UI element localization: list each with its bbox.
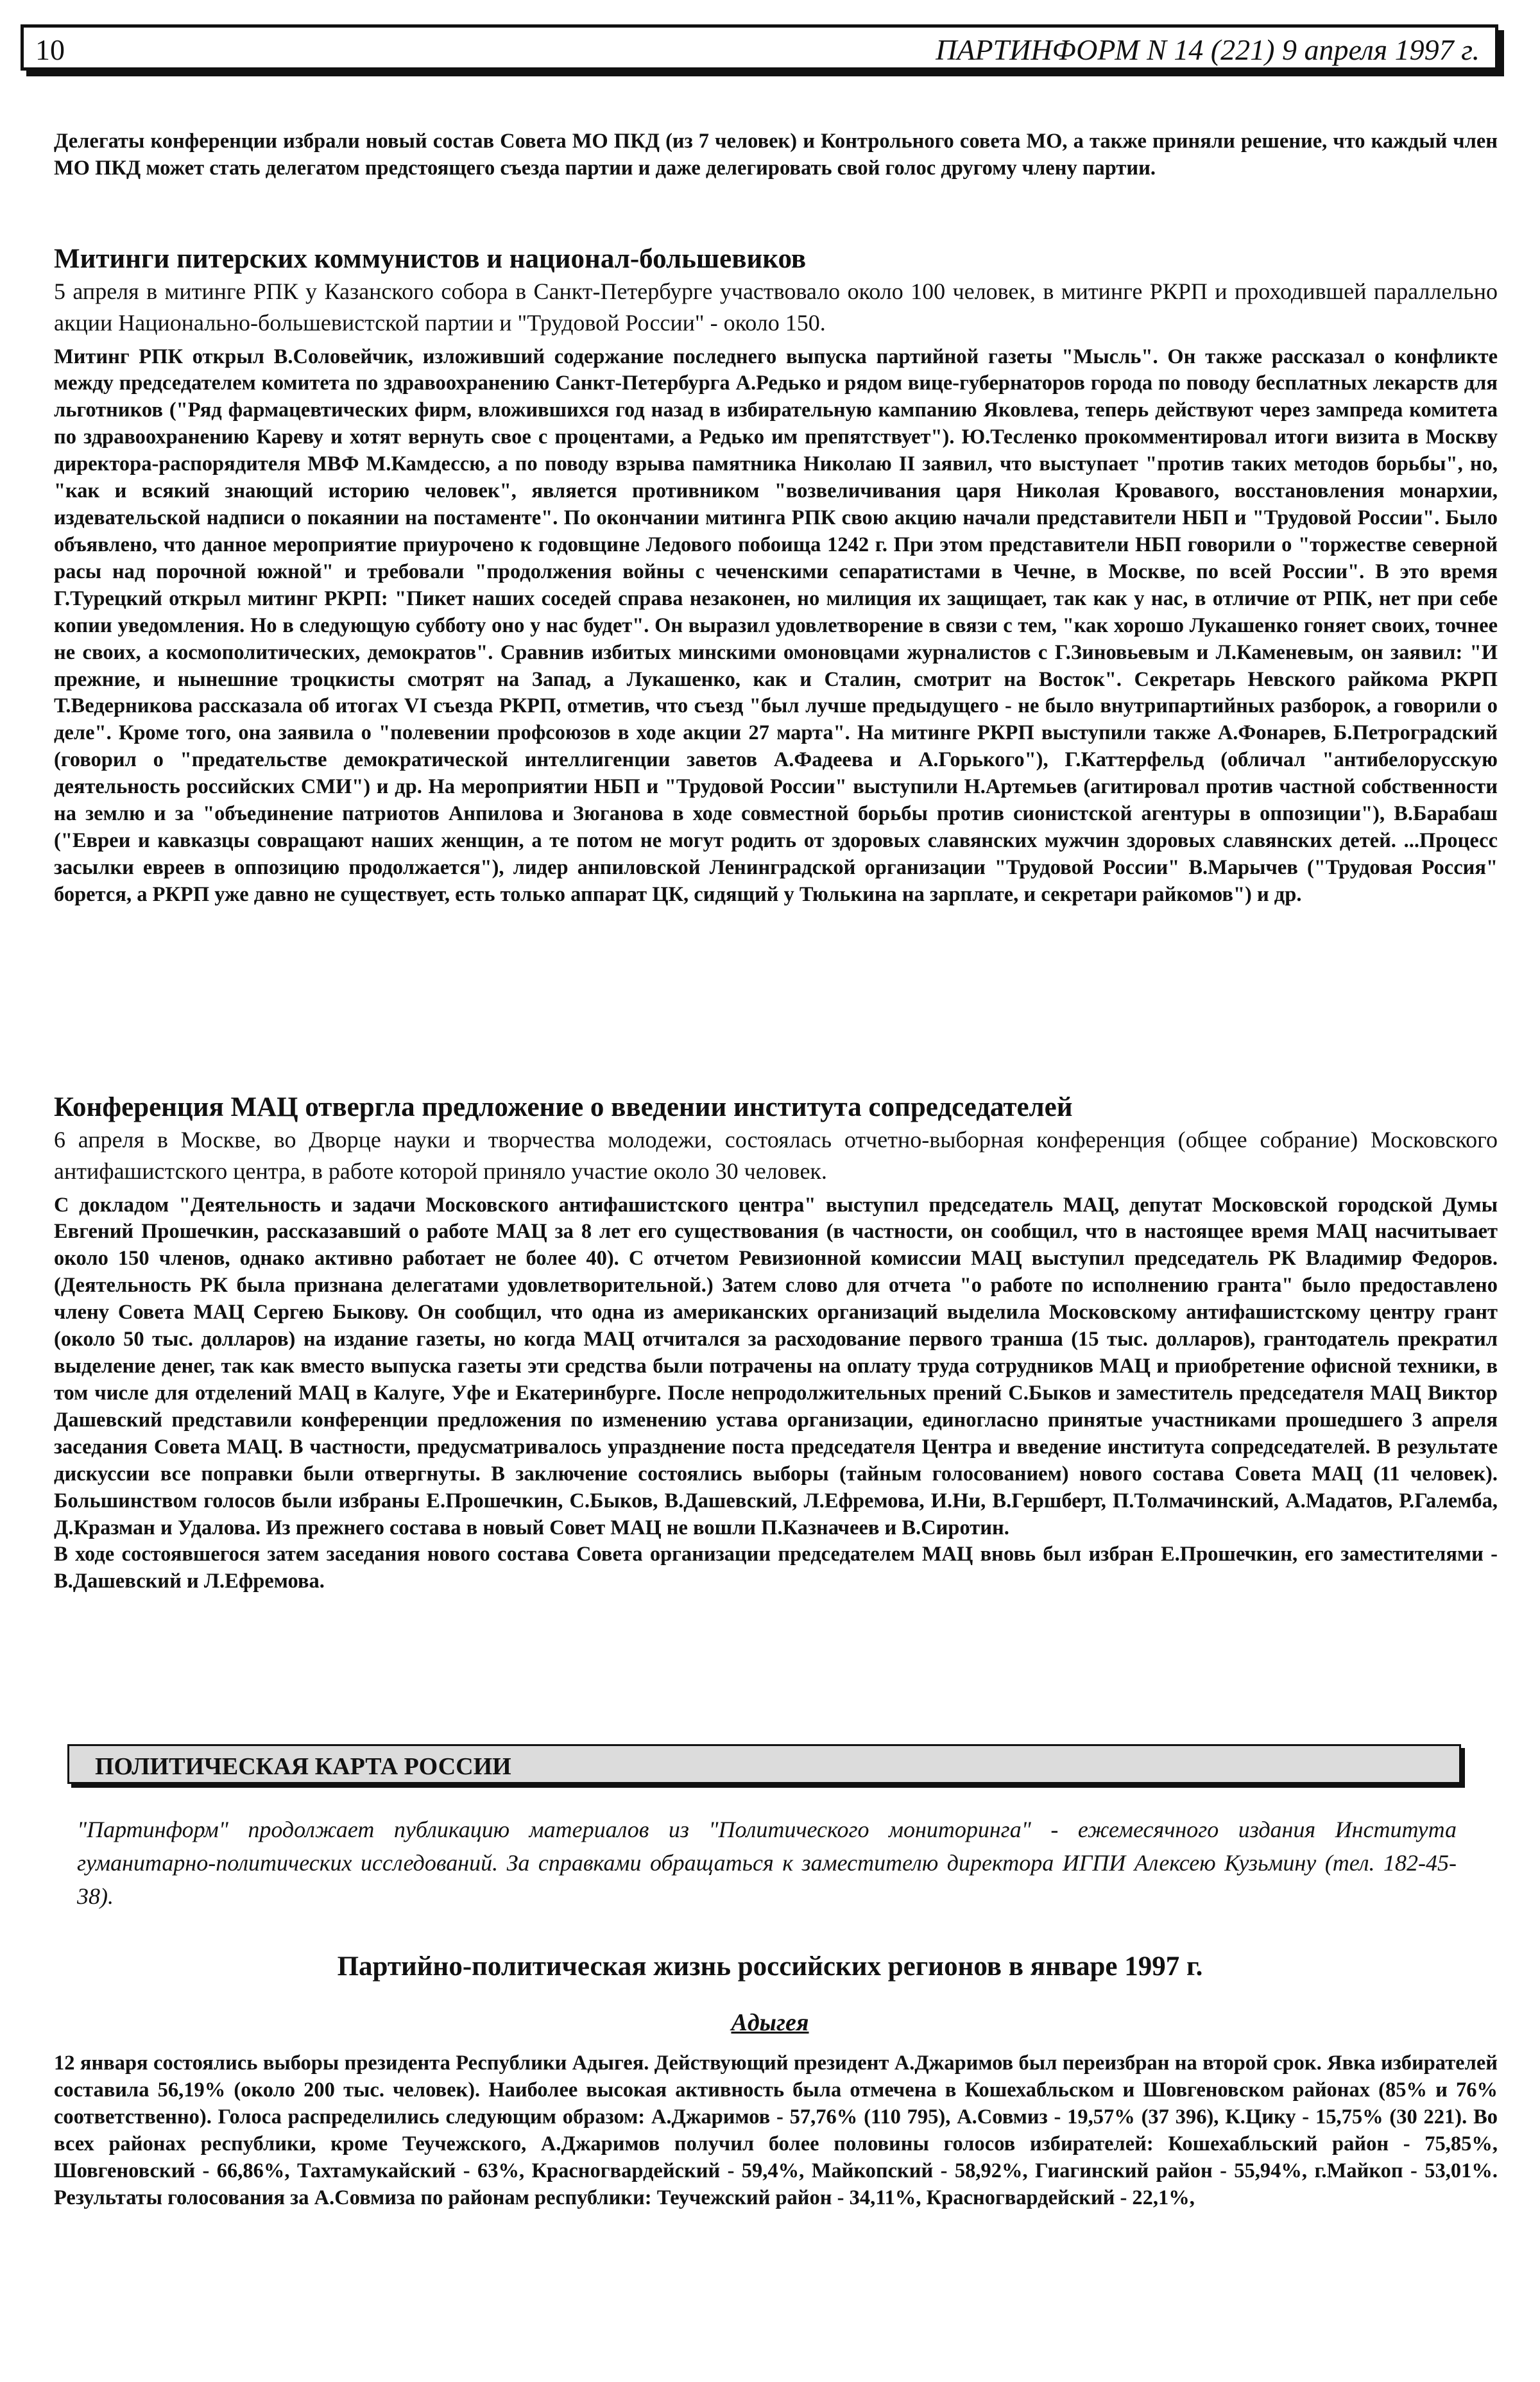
article-body: Митинг РПК открыл В.Соловейчик, изложивший содержание последнего выпуска партийной газеты "Мысль". Он также рассказал о конфликте между председателем комитета по здравоохранению Санкт-Петербурга А.Редько и рядом вице-губернаторов города по поводу бесплатных лекарств для льготников ("Ряд фармацевтических фирм, вложившихся год назад в избирательную кампанию Яковлева, теперь действуют через зампреда комитета по здравоохранению Кареву и хотят вернуть свое с процентами, а Редько им препятствует"). Ю.Тесленко прокомментировал итоги визита в Москву директора-распорядителя МВФ М.Камдессю, а по поводу взрыва памятника Николаю II заявил, что выступает "против таких методов борьбы", но, "как и всякий знающий историю человек", является противником "возвеличивания царя Николая Кровавого, восстановления монархии, издевательской надписи о покаянии на постаменте". По окончании митинга РПК свою акцию начали представители НБП и "Трудовой России". Было объявлено, что данное мероприятие приурочено к годовщине Ледового побоища 1242 г. При этом представители НБП говорили о "торжестве северной расы над порочной южной" и требовали "продолжения войны с чеченскими сепаратистами в Чечне, в Москве, по всей России". В это время Г.Турецкий открыл митинг РКРП: "Пикет наших соседей справа незаконен, но милиция их защищает, так как у нас, в отличие от РПК, нет при себе копии уведомления. Но в следующую субботу оно у нас будет". Он выразил удовлетворение в связи с тем, "как хорошо Лукашенко гоняет своих, точнее не своих, а космополитических, демократов". Сравнив избитых минскими омоновцами журналистов с Г.Зиновьевым и Л.Каменевым, он заявил: "И прежние, и нынешние троцкисты смотрят на Запад, а Лукашенко, как и Сталин, смотрит на Восток". Секретарь Невского райкома РКРП Т.Ведерникова рассказала об итогах VI съезда РКРП, отметив, что съезд "был лучше предыдущего - не было внутрипартийных разборок, а говорили о деле". Кроме того, она заявила о "полевении профсоюзов в ходе акции 27 марта". На митинге РКРП выступили также А.Фонарев, Б.Петроградский (говорил о "предательстве демократической интеллигенции заветов А.Фадеева и А.Горького"), Г.Каттерфельд (обличал "антибелорусскую деятельность российских СМИ") и др. На мероприятии НБП и "Трудовой России" выступили Н.Артемьев (агитировал против частной собственности на землю и за "объединение патриотов Анпилова и Зюганова в ходе совместной борьбы против сионистской агентуры в оппозиции"), В.Барабаш ("Евреи и кавказцы совращают наших женщин, а те потом не могут родить от здоровых славянских мужчин здоровых славянских детей. ...Процесс засылки евреев в оппозицию продолжается"), лидер анпиловской Ленинградской организации "Трудовой России" В.Марычев ("Трудовая Россия" борется, а РКРП уже давно не существует, есть только аппарат ЦК, сидящий у Тюлькина на зарплате, и секретари райкомов") и др. bbox=[54, 345, 1498, 906]
article-lead: 6 апреля в Москве, во Дворце науки и творчества молодежи, состоялась отчетно-выборная конференция (общее собрание) Московского антифашистского центра, в работе которой приняло участие около 30 человек. bbox=[54, 1126, 1498, 1184]
article-heading: Митинги питерских коммунистов и национал-большевиков bbox=[54, 244, 807, 274]
article-body-continued: В ходе состоявшегося затем заседания нового состава Совета организации председателем МАЦ вновь был избран Е.Прошечкин, его заместителями - В.Дашевский и Л.Ефремова. bbox=[54, 1543, 1498, 1593]
article-body: С докладом "Деятельность и задачи Московского антифашистского центра" выступил председатель МАЦ, депутат Московской городской Думы Евгений Прошечкин, рассказавший о работе МАЦ за 8 лет его существования (в частности, он сообщил, что в настоящее время МАЦ насчитывает около 150 членов, однако активно работает не более 40). С отчетом Ревизионной комиссии МАЦ выступил председатель РК Владимир Федоров. (Деятельность РК была признана делегатами удовлетворительной.) Затем слово для отчета "о работе по исполнению гранта" было предоставлено члену Совета МАЦ Сергею Быкову. Он сообщил, что одна из американских организаций выделила Московскому антифашистскому центру грант (около 50 тыс. долларов) на издание газеты, но когда МАЦ отчитался за расходование первого транша (15 тыс. долларов), грантодатель прекратил выделение денег, так как вместо выпуска газеты эти средства были потрачены на оплату труда сотрудников МАЦ и приобретение офисной техники, в том числе для отделений МАЦ в Калуге, Уфе и Екатеринбурге. После непродолжительных прений С.Быков и заместитель председателя МАЦ Виктор Дашевский представили конференции предложения по изменению устава организации, единогласно принятые участниками прошедшего 3 апреля заседания Совета МАЦ. В частности, предусматривалось упразднение поста председателя Центра и введение института сопредседателей. В результате дискуссии все поправки были отвергнуты. В заключение состоялись выборы (тайным голосованием) нового состава Совета МАЦ (11 человек). Большинством голосов были избраны Е.Прошечкин, С.Быков, В.Дашевский, Л.Ефремова, И.Ни, В.Гершберт, П.Толмачинский, А.Мадатов, Р.Галемба, Д.Кразман и Удалова. Из прежнего состава в новый Совет МАЦ не вошли П.Казначеев и В.Сиротин. bbox=[54, 1193, 1498, 1539]
intro-paragraph: Делегаты конференции избрали новый состав Совета МО ПКД (из 7 человек) и Контрольного совета МО, а также приняли решение, что каждый член МО ПКД может стать делегатом предстоящего съезда партии и даже делегировать свой голос другому члену партии. bbox=[54, 130, 1498, 180]
page-number: 10 bbox=[35, 33, 65, 66]
article-heading: Конференция МАЦ отвергла предложение о введении института сопредседателей bbox=[54, 1092, 1073, 1122]
article-lead: 5 апреля в митинге РПК у Казанского собора в Санкт-Петербурге участвовало около 100 человек, в митинге РКРП и проходившей параллельно акции Национально-большевистской партии и "Трудовой России" - около 150. bbox=[54, 278, 1498, 336]
article-mac-conference bbox=[54, 1091, 1498, 1595]
article-rallies bbox=[54, 243, 1498, 909]
section-title-bar bbox=[67, 1744, 1461, 1784]
region-title: Адыгея bbox=[731, 2009, 809, 2036]
publication-title: ПАРТИНФОРМ N 14 (221) 9 апреля 1997 г. bbox=[936, 33, 1480, 66]
region-paragraph: 12 января состоялись выборы президента Республики Адыгея. Действующий президент А.Джаримов был переизбран на второй срок. Явка избирателей составила 56,19% (около 200 тыс. человек). Наиболее высокая активность была отмечена в Кошехабльском и Шовгеновском районах (85% и 76% соответственно). Голоса распределились следующим образом: А.Джаримов - 57,76% (110 795), А.Совмиз - 19,57% (37 396), К.Цику - 15,75% (30 221). Во всех районах республики, кроме Теучежского, А.Джаримов получил более половины голосов избирателей: Кошехабльский район - 75,85%, Шовгеновский - 66,86%, Тахтамукайский - 63%, Красногвардейский - 59,4%, Майкопский - 58,92%, Гиагинский район - 55,94%, г.Майкоп - 53,01%. Результаты голосования за А.Совмиза по районам республики: Теучежский район - 34,11%, Красногвардейский - 22,1%, bbox=[54, 2052, 1498, 2209]
intro-block bbox=[54, 128, 1498, 182]
section-heading: Партийно-политическая жизнь российских регионов в январе 1997 г. bbox=[337, 1951, 1203, 1982]
editorial-note: "Партинформ" продолжает публикацию материалов из "Политического мониторинга" - ежемесячного издания Института гуманитарно-политических исследований. За справками обращаться к заместителю директора ИГПИ Алексею Кузьмину (тел. 182-45-38). bbox=[77, 1817, 1457, 1910]
region-block bbox=[54, 2050, 1498, 2212]
page-header bbox=[21, 24, 1498, 71]
section-title: ПОЛИТИЧЕСКАЯ КАРТА РОССИИ bbox=[95, 1753, 511, 1780]
